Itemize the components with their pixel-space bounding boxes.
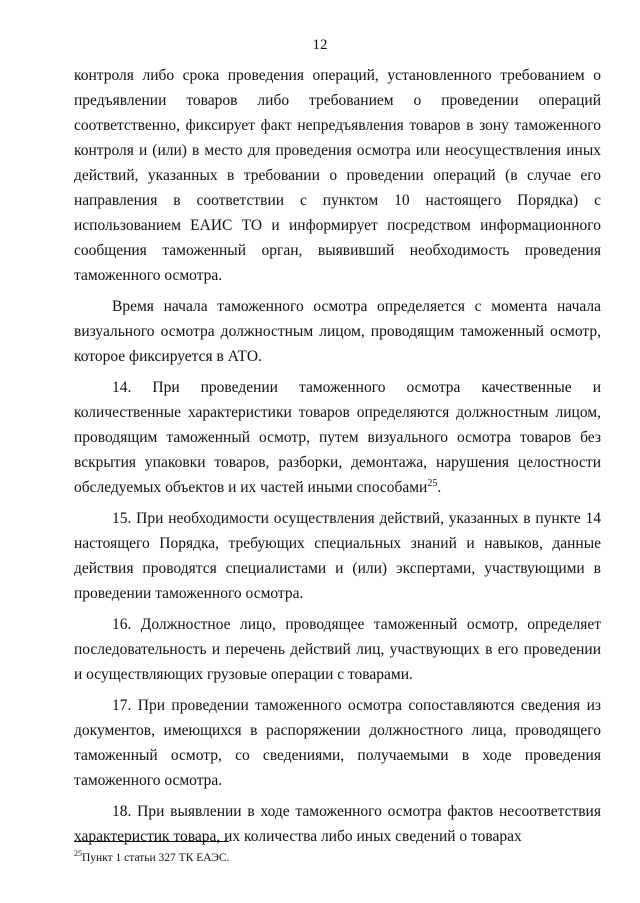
paragraph-15: 15. При необходимости осуществления действий, указанных в пункте 14 настоящего Порядка, требующих специальных знаний и навыков, данные действия проводятся специалистами и (или) экспертами, участвующими в проведении таможенного осмотра. (74, 510, 601, 602)
paragraph-continuation: контроля либо срока проведения операций, установленного требованием о предъявлении товаров либо требованием о проведении операций соответственно, фиксирует факт непредъявления товаров в зону таможенного контроля и (или) в место для проведения осмотра или неосуществления иных действий, указанных в требовании о проведении операций (в случае его направления в соответствии с пунктом 10 настоящего Порядка) с использованием ЕАИС ТО и информирует посредством информационного сообщения таможенный орган, выявивший необходимость проведения таможенного осмотра. (74, 67, 601, 284)
paragraph-14 (74, 375, 601, 500)
paragraph-17: 17. При проведении таможенного осмотра сопоставляются сведения из документов, имеющихся в распоряжении должностного лица, проводящего таможенный осмотр, со сведениями, получаемыми в ходе проведения таможенного осмотра. (74, 697, 601, 789)
footnote-divider (74, 841, 229, 842)
footnote-reference: 25 (427, 477, 438, 489)
footnote (74, 847, 601, 865)
footnote-number: 25 (74, 849, 82, 858)
page-number: 12 (312, 37, 328, 53)
paragraph-14-text: 14. При проведении таможенного осмотра качественные и количественные характеристики товаров определяются должностным лицом, проводящим таможенный осмотр, путем визуального осмотра товаров без вскрытия упаковки товаров, разборки, демонтажа, нарушения целостности обследуемых объектов и их частей иными способами (74, 379, 601, 496)
paragraph-inspection-start-time: Время начала таможенного осмотра определяется с момента начала визуального осмотра должностным лицом, проводящим таможенный осмотр, которое фиксируется в АТО. (74, 298, 601, 365)
paragraph-14-tail: . (437, 479, 442, 496)
footnote-text: Пункт 1 статьи 327 ТК ЕАЭС. (82, 851, 230, 864)
document-body (74, 63, 601, 849)
paragraph-16: 16. Должностное лицо, проводящее таможенный осмотр, определяет последовательность и перечень действий лиц, участвующих в его проведении и осуществляющих грузовые операции с товарами. (74, 616, 601, 683)
paragraph-18: 18. При выявлении в ходе таможенного осмотра фактов несоответствия характеристик товара, их количества либо иных сведений о товарах (74, 803, 601, 845)
